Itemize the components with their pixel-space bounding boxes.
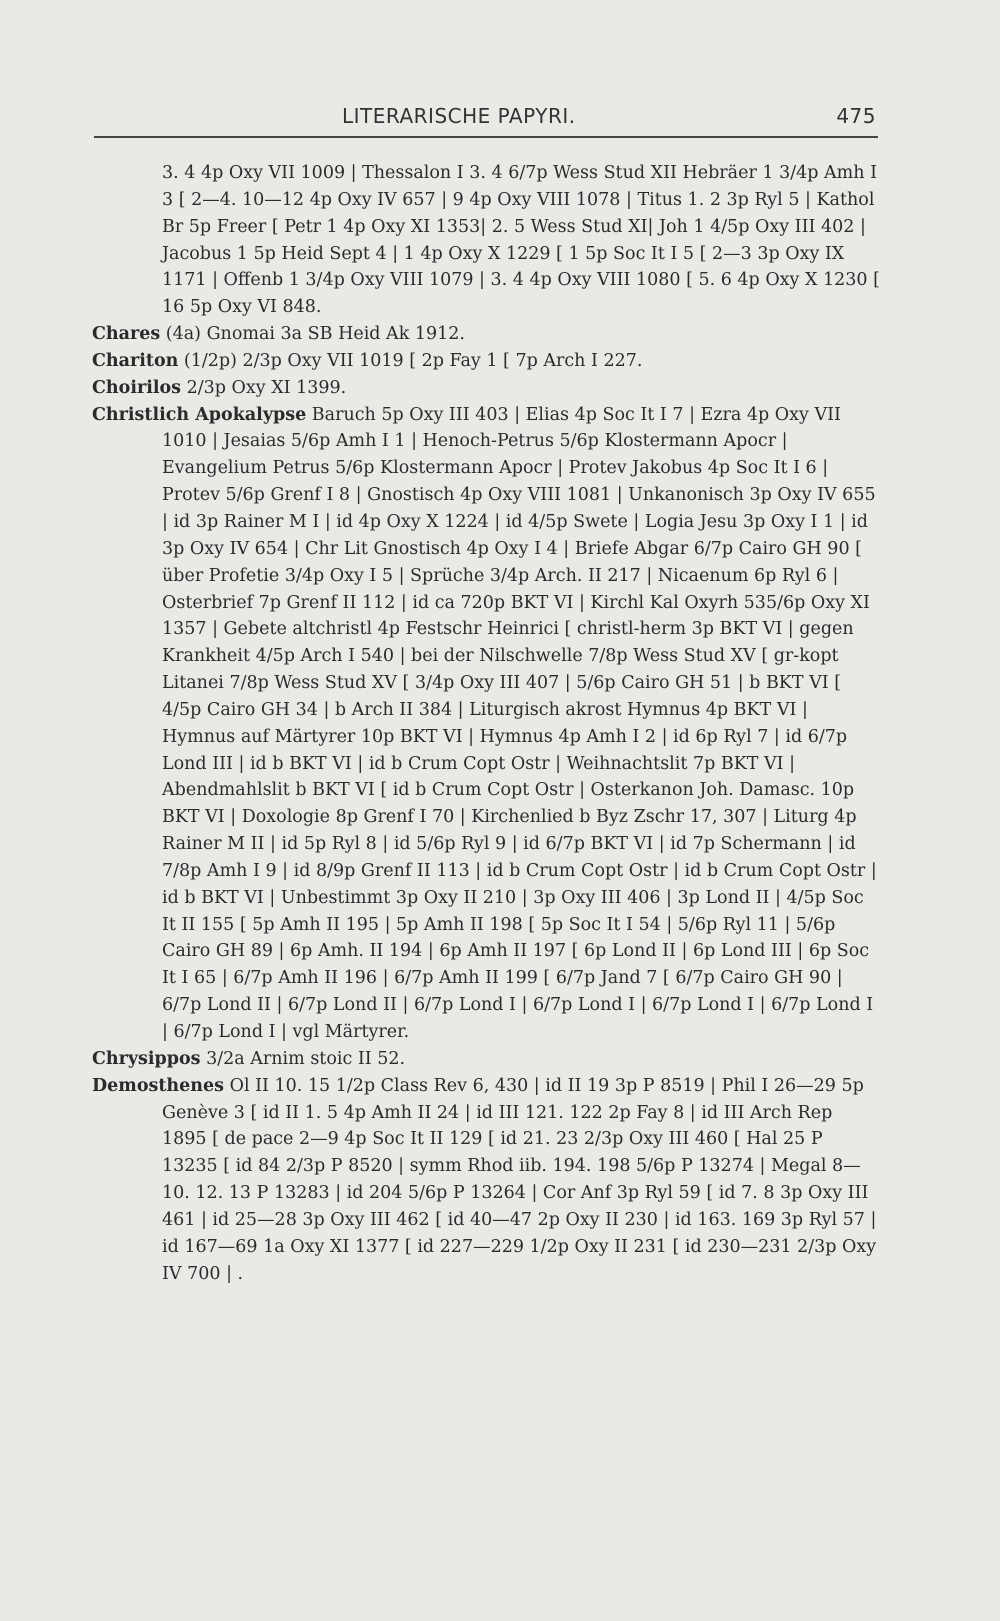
entry-head: Christlich Apokalypse xyxy=(92,404,307,425)
entry-text: 3/2a Arnim stoic II 52. xyxy=(206,1048,406,1069)
entry-christlich xyxy=(92,402,882,1046)
entry-head: Chariton xyxy=(92,350,179,371)
entry-text: Baruch 5p Oxy III 403 | Elias 4p Soc It I 7 | Ezra 4p Oxy VII 1010 | Jesaias 5/6p Amh I 1 | Henoch-Petrus 5/6p Klostermann Apocr | Evangelium Petrus 5/6p Klostermann Apocr | Protev Jakobus 4p Soc It I 6 | Protev 5/6p Grenf I 8 | Gnostisch 4p Oxy VIII 1081 | Unkanonisch 3p Oxy IV 655 | id 3p Rainer M I | id 4p Oxy X 1224 | id 4/5p Swete | Logia Jesu 3p Oxy I 1 | id 3p Oxy IV 654 | Chr Lit Gnostisch 4p Oxy I 4 | Briefe Abgar 6/7p Cairo GH 90 [ über Profetie 3/4p Oxy I 5 | Sprüche 3/4p Arch. II 217 | Nicaenum 6p Ryl 6 | Osterbrief 7p Grenf II 112 | id ca 720p BKT VI | Kirchl Kal Oxyrh 535/6p Oxy XI 1357 | Gebete altchristl 4p Festschr Heinrici [ christl-herm 3p BKT VI | gegen Krankheit 4/5p Arch I 540 | bei der Nilschwelle 7/8p Wess Stud XV [ gr-kopt Litanei 7/8p Wess Stud XV [ 3/4p Oxy III 407 | 5/6p Cairo GH 51 | b BKT VI [ 4/5p Cairo GH 34 | b Arch II 384 | Liturgisch akrost Hymnus 4p BKT VI | Hymnus auf Märtyrer 10p BKT VI | Hymnus 4p Amh I 2 | id 6p Ryl 7 | id 6/7p Lond III | id b BKT VI | id b Crum Copt Ostr | Weihnachtslit 7p BKT VI | Abendmahlslit b BKT VI [ id b Crum Copt Ostr | Osterkanon Joh. Damasc. 10p BKT VI | Doxologie 8p Grenf I 70 | Kirchenlied b Byz Zschr 17, 307 | Liturg 4p Rainer M II | id 5p Ryl 8 | id 5/6p Ryl 9 | id 6/7p BKT VI | id 7p Schermann | id 7/8p Amh I 9 | id 8/9p Grenf II 113 | id b Crum Copt Ostr | id b Crum Copt Ostr | id b BKT VI | Unbestimmt 3p Oxy II 210 | 3p Oxy III 406 | 3p Lond II | 4/5p Soc It II 155 [ 5p Amh II 195 | 5p Amh II 198 [ 5p Soc It I 54 | 5/6p Ryl 11 | 5/6p Cairo GH 89 | 6p Amh. II 194 | 6p Amh II 197 [ 6p Lond II | 6p Lond III | 6p Soc It I 65 | 6/7p Amh II 196 | 6/7p Amh II 199 [ 6/7p Jand 7 [ 6/7p Cairo GH 90 | 6/7p Lond II | 6/7p Lond II | 6/7p Lond I | 6/7p Lond I | 6/7p Lond I | 6/7p Lond I | 6/7p Lond I | vgl Märtyrer. xyxy=(162,404,877,1042)
entry-head: Demosthenes xyxy=(92,1075,225,1096)
page-number: 475 xyxy=(836,104,876,128)
entry-chares xyxy=(92,321,882,348)
entry-text: Ol II 10. 15 1/2p Class Rev 6, 430 | id II 19 3p P 8519 | Phil I 26—29 5p Genève 3 [ id II 1. 5 4p Amh II 24 | id III 121. 122 2p Fay 8 | id III Arch Rep 1895 [ de pace 2—9 4p Soc It II 129 [ id 21. 23 2/3p Oxy III 460 [ Hal 25 P 13235 [ id 84 2/3p P 8520 | symm Rhod iib. 194. 198 5/6p P 13274 | Megal 8—10. 12. 13 P 13283 | id 204 5/6p P 13264 | Cor Anf 3p Ryl 59 [ id 7. 8 3p Oxy III 461 | id 25—28 3p Oxy III 462 [ id 40—47 2p Oxy II 230 | id 163. 169 3p Ryl 57 | id 167—69 1a Oxy XI 1377 [ id 227—229 1/2p Oxy II 231 [ id 230—231 2/3p Oxy IV 700 | . xyxy=(162,1075,877,1284)
entry-demosthenes xyxy=(92,1073,882,1288)
entry-head: Choirilos xyxy=(92,377,182,398)
index-body xyxy=(92,160,882,1287)
entry-text: (4a) Gnomai 3a SB Heid Ak 1912. xyxy=(165,324,465,345)
header-rule xyxy=(94,136,878,138)
running-title: LITERARISCHE PAPYRI. xyxy=(342,104,576,128)
entry-text: (1/2p) 2/3p Oxy VII 1019 [ 2p Fay 1 [ 7p Arch I 227. xyxy=(183,350,643,371)
entry-text: 2/3p Oxy XI 1399. xyxy=(186,377,347,398)
entry-chrysippos xyxy=(92,1046,882,1073)
entry-choirilos xyxy=(92,375,882,402)
entry-head: Chares xyxy=(92,324,161,345)
entry-text: 3. 4 4p Oxy VII 1009 | Thessalon I 3. 4 6/7p Wess Stud XII Hebräer 1 3/4p Amh I 3 [ 2—4. 10—12 4p Oxy IV 657 | 9 4p Oxy VIII 1078 | Titus 1. 2 3p Ryl 5 | Kathol Br 5p Freer [ Petr 1 4p Oxy XI 1353| 2. 5 Wess Stud XI| Joh 1 4/5p Oxy III 402 | Jacobus 1 5p Heid Sept 4 | 1 4p Oxy X 1229 [ 1 5p Soc It I 5 [ 2—3 3p Oxy IX 1171 | Offenb 1 3/4p Oxy VIII 1079 | 3. 4 4p Oxy VIII 1080 [ 5. 6 4p Oxy X 1230 [ 16 5p Oxy VI 848. xyxy=(162,163,880,318)
entry-chariton xyxy=(92,348,882,375)
entry-head: Chrysippos xyxy=(92,1048,201,1069)
entry-continuation xyxy=(92,160,882,321)
